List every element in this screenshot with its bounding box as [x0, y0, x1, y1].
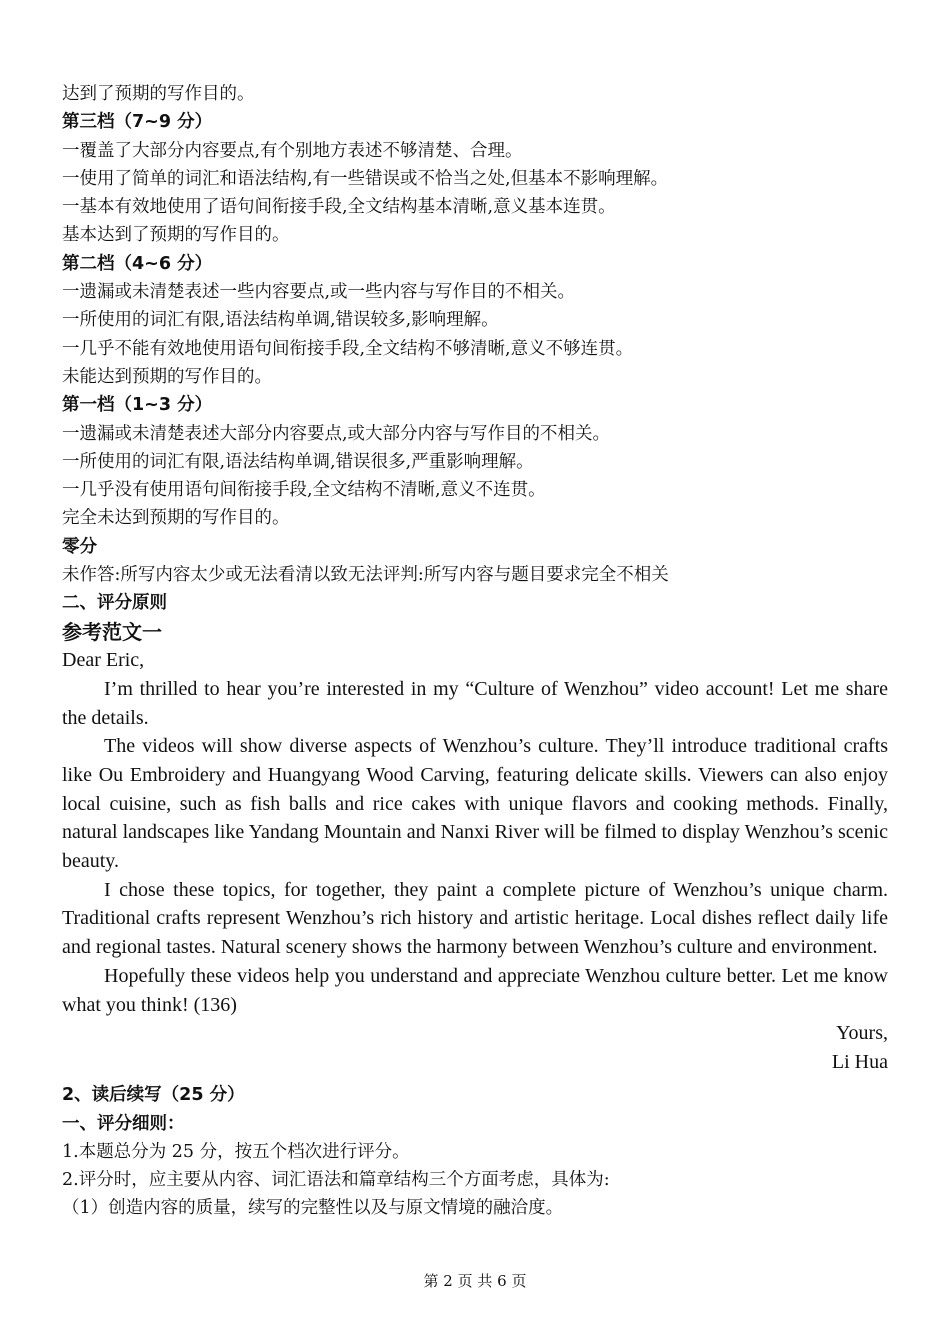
text-line: 完全未达到预期的写作目的。: [62, 508, 290, 529]
text-line: 1.本题总分为 25 分，按五个档次进行评分。: [62, 1141, 410, 1162]
text-line: 一覆盖了大部分内容要点,有个别地方表述不够清楚、合理。: [62, 140, 523, 161]
text-line: 未作答:所写内容太少或无法看清以致无法评判:所写内容与题目要求完全不相关: [62, 565, 669, 586]
essay-title: 参考范文一: [62, 619, 162, 644]
text-line: 一遗漏或未清楚表述一些内容要点,或一些内容与写作目的不相关。: [62, 282, 576, 303]
text-line: （1）创造内容的质量，续写的完整性以及与原文情境的融洽度。: [62, 1198, 564, 1219]
essay-paragraph: I’m thrilled to hear you’re interested in my “Culture of Wenzhou” video account! Let me share the details.: [62, 677, 888, 729]
section-heading: 零分: [62, 536, 97, 557]
section-heading: 第二档（4~6 分）: [62, 253, 213, 274]
page-number: 第 2 页 共 6 页: [423, 1272, 527, 1290]
essay-paragraph: Hopefully these videos help you understand and appreciate Wenzhou culture better. Let me know what you think! (136): [62, 964, 888, 1016]
section-heading: 第三档（7~9 分）: [62, 112, 213, 133]
essay-paragraph: The videos will show diverse aspects of Wenzhou’s culture. They’ll introduce traditional crafts like Ou Embroidery and Huangyang Wood Carving, featuring delicate skills. Viewers can also enjoy local cuisine, such as fish balls and rice cakes with unique flavors and cooking methods. Finally, natural landscapes like Yandang Mountain and Nanxi River will be filmed to display Wenzhou’s scenic beauty.: [62, 735, 888, 873]
scoring-criteria-section: [62, 80, 888, 618]
section-heading: 2、读后续写（25 分）: [62, 1085, 245, 1106]
text-line: 一所使用的词汇有限,语法结构单调,错误很多,严重影响理解。: [62, 451, 534, 472]
text-line: 一使用了简单的词汇和语法结构,有一些错误或不恰当之处,但基本不影响理解。: [62, 168, 669, 189]
text-line: 达到了预期的写作目的。: [62, 84, 255, 104]
sample-essay: [62, 646, 888, 1019]
section-heading: 一、评分细则：: [62, 1113, 185, 1134]
continuation-writing-section: [62, 1081, 888, 1222]
essay-closing: Yours,: [836, 1022, 888, 1045]
text-line: 一遗漏或未清楚表述大部分内容要点,或大部分内容与写作目的不相关。: [62, 423, 611, 444]
section-heading: 二、评分原则: [62, 593, 167, 614]
text-line: 一几乎不能有效地使用语句间衔接手段,全文结构不够清晰,意义不够连贯。: [62, 338, 634, 359]
text-line: 一基本有效地使用了语句间衔接手段,全文结构基本清晰,意义基本连贯。: [62, 197, 616, 218]
section-heading: 第一档（1~3 分）: [62, 395, 213, 416]
text-line: 未能达到预期的写作目的。: [62, 366, 272, 387]
text-line: 一几乎没有使用语句间衔接手段,全文结构不清晰,意义不连贯。: [62, 480, 546, 501]
text-line: 2.评分时，应主要从内容、词汇语法和篇章结构三个方面考虑，具体为:: [62, 1170, 610, 1191]
text-line: 基本达到了预期的写作目的。: [62, 225, 290, 246]
essay-salutation: Dear Eric,: [62, 649, 145, 672]
text-line: 一所使用的词汇有限,语法结构单调,错误较多,影响理解。: [62, 310, 499, 331]
essay-paragraph: I chose these topics, for together, they paint a complete picture of Wenzhou’s unique charm. Traditional crafts represent Wenzhou’s rich history and artistic heritage. Local dishes reflect daily life and regional tastes. Natural scenery shows the harmony between Wenzhou’s culture and environment.: [62, 878, 888, 959]
document-page: [62, 80, 888, 1223]
essay-signature: Li Hua: [831, 1050, 888, 1073]
